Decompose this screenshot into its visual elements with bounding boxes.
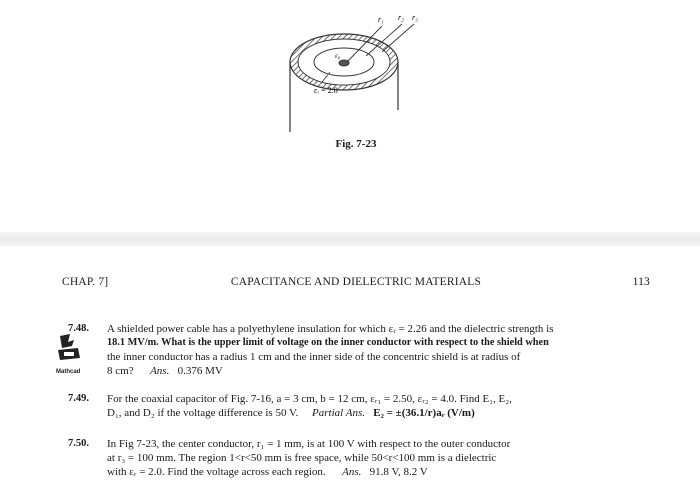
problem-line: For the coaxial capacitor of Fig. 7-16, a = 3 cm, b = 12 cm, εᵣ₁ = 2.50, εᵣ₂ = 4.0. Find E₁, E₂, (107, 393, 512, 405)
figure-area (0, 0, 700, 232)
answer-value: 0.376 MV (177, 365, 223, 377)
page-number: 113 (632, 276, 650, 288)
coaxial-cable-figure (262, 6, 462, 138)
problem-number: 7.50. (68, 438, 89, 449)
problem-line: D₁, and D₂ if the voltage difference is 50 V. (107, 407, 299, 419)
problem-number: 7.49. (68, 393, 89, 404)
page (0, 246, 700, 487)
chapter-label: CHAP. 7] (62, 276, 109, 288)
problem-line: 18.1 MV/m. What is the upper limit of voltage on the inner conductor with respect to the shield when (107, 337, 549, 348)
dielectric-label: εᵣ = 2.0 (314, 86, 338, 95)
answer-label: Ans. (150, 365, 170, 377)
r2-label: r₂ (398, 13, 404, 22)
answer-value: 91.8 V, 8.2 V (369, 466, 428, 478)
mathcad-icon (54, 332, 100, 362)
mathcad-label: Mathcad (56, 369, 81, 375)
problem-line: In Fig 7-23, the center conductor, r₁ = 1 mm, is at 100 V with respect to the outer conductor (107, 438, 511, 450)
problem-number: 7.48. (68, 323, 89, 334)
epsilon0-label: ε₀ (335, 52, 341, 60)
answer-value: E₂ = ±(36.1/r)aᵣ (V/m) (373, 407, 475, 419)
answer-label: Partial Ans. (312, 407, 365, 419)
r1-label: r₁ (378, 15, 384, 24)
page-divider-band (0, 232, 700, 246)
answer-label: Ans. (342, 466, 362, 478)
problem-line: with εᵣ = 2.0. Find the voltage across each region. (107, 466, 326, 478)
problem-line: at r₃ = 100 mm. The region 1<r<50 mm is free space, while 50<r<100 mm is a dielectric (107, 452, 497, 464)
running-head (62, 276, 650, 292)
r3-label: r₃ (412, 13, 418, 22)
problem-last-line (107, 406, 475, 420)
chapter-title: CAPACITANCE AND DIELECTRIC MATERIALS (230, 276, 482, 288)
problem-last-line (107, 364, 223, 378)
problem-last-line (107, 465, 428, 479)
problem-line: 8 cm? (107, 365, 134, 377)
problem-line: A shielded power cable has a polyethylene insulation for which εᵣ = 2.26 and the dielectric strength is (107, 323, 554, 335)
figure-caption: Fig. 7-23 (335, 138, 377, 150)
problem-line: the inner conductor has a radius 1 cm and the inner side of the concentric shield is at radius of (107, 351, 521, 363)
